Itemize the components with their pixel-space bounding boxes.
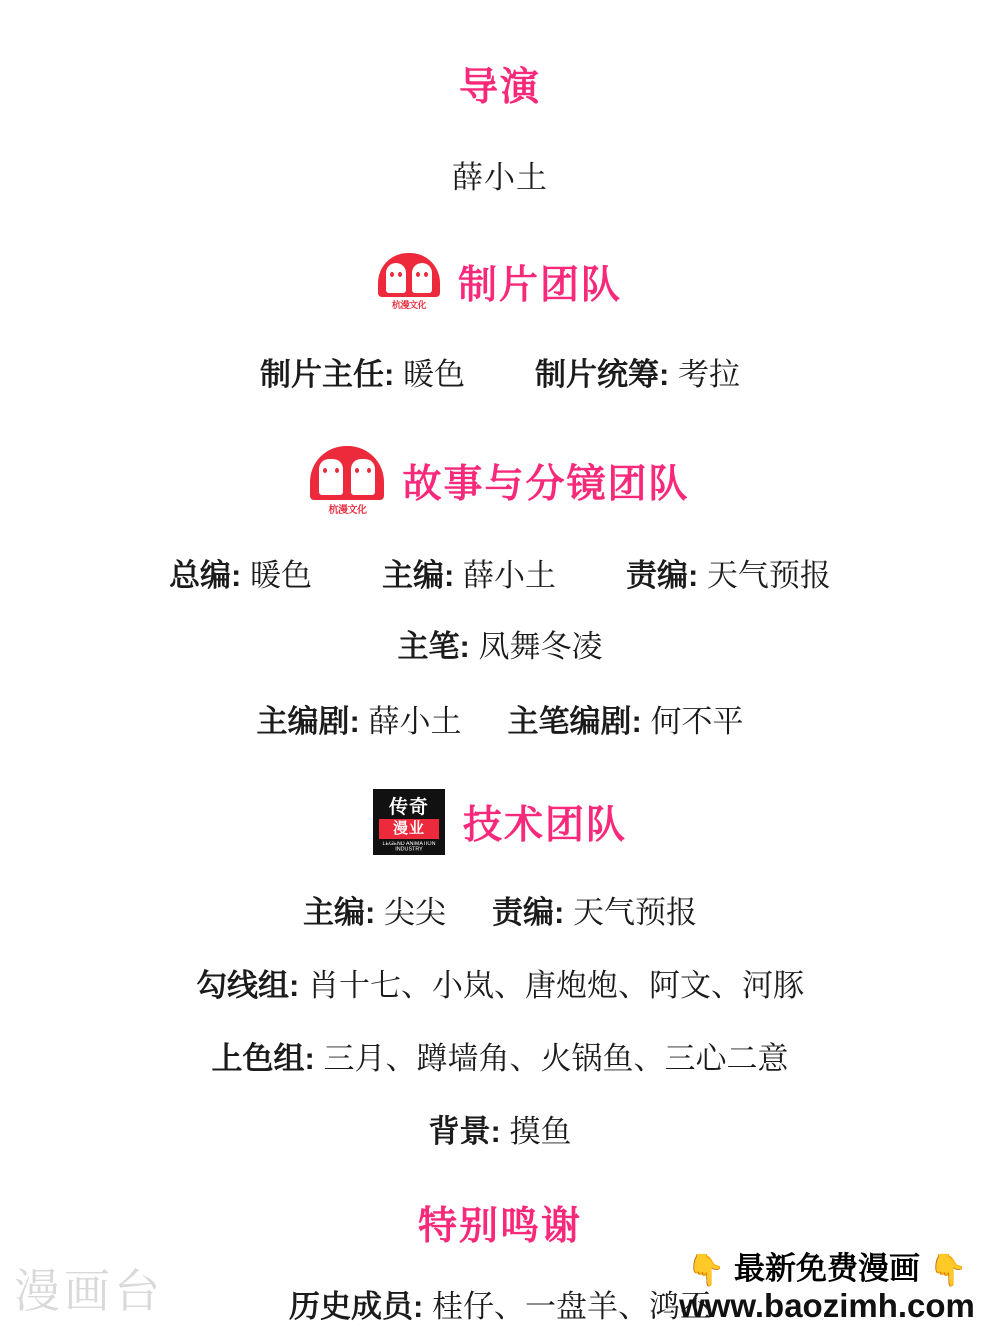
section-title-special-thanks: 特别鸣谢	[417, 1205, 582, 1248]
credit-head-screenwriter: 主编剧: 薛小土	[256, 704, 462, 739]
technical-team-row-3	[0, 1033, 1000, 1078]
technical-team-row-1	[0, 887, 1000, 932]
credit-lineart-group: 勾线组: 肖十七、小岚、唐炮炮、阿文、河豚	[196, 968, 804, 1003]
watermark-left: 漫画台	[14, 1264, 164, 1318]
production-team-row-1	[0, 349, 1000, 394]
story-team-row-3	[0, 696, 1000, 741]
credit-production-coordinator: 制片统筹: 考拉	[535, 357, 740, 392]
credit-tech-editor: 主编: 尖尖	[303, 895, 446, 930]
credit-chief-editor: 总编: 暖色	[169, 558, 313, 593]
section-production-team	[0, 253, 1000, 394]
story-team-row-1	[0, 550, 1000, 595]
section-title-technical-team: 技术团队	[462, 804, 627, 847]
chuanqi-logo-top: 传奇	[388, 797, 429, 818]
section-title-story-storyboard-team: 故事与分镜团队	[402, 463, 690, 506]
section-title-director: 导演	[458, 66, 541, 109]
section-header-story-storyboard-team	[0, 446, 1000, 516]
technical-team-row-2	[0, 960, 1000, 1005]
chuanqi-logo-sub: LEGEND ANIMATION INDUSTRY	[382, 841, 436, 853]
hanman-logo-caption: 杭漫文化	[310, 501, 384, 516]
section-header-production-team	[0, 253, 1000, 311]
credit-responsible-editor: 责编: 天气预报	[625, 558, 831, 593]
hanman-logo-caption: 杭漫文化	[378, 298, 440, 311]
credit-tech-responsible-editor: 责编: 天气预报	[492, 895, 697, 930]
watermark-right-line2: www.baozimh.com	[679, 1287, 975, 1325]
credit-lead-screenwriter: 主笔编剧: 何不平	[507, 704, 744, 739]
pointing-hand-right-icon: 👇	[928, 1252, 968, 1288]
hanman-logo-icon	[378, 253, 440, 311]
story-team-row-2	[0, 621, 1000, 666]
section-header-technical-team	[0, 789, 1000, 855]
credit-editor: 主编: 薛小土	[382, 558, 556, 593]
credit-historical-members: 历史成员: 桂仔、一盘羊、鸿丕	[289, 1289, 711, 1324]
watermark-right-line1: 👇 最新免费漫画 👇	[686, 1250, 968, 1288]
credit-lead-writer: 主笔: 凤舞冬凌	[397, 629, 603, 664]
watermark-right	[662, 1252, 992, 1325]
section-technical-team	[0, 789, 1000, 1151]
chuanqi-logo-band: 漫业	[379, 819, 439, 839]
section-director	[0, 56, 1000, 197]
section-story-storyboard-team	[0, 446, 1000, 741]
section-title-production-team: 制片团队	[457, 264, 622, 307]
pointing-hand-left-icon: 👇	[686, 1252, 726, 1288]
technical-team-row-4	[0, 1106, 1000, 1151]
credit-production-director: 制片主任: 暖色	[260, 357, 465, 392]
credit-coloring-group: 上色组: 三月、蹲墙角、火锅鱼、三心二意	[211, 1041, 789, 1076]
chuanqi-manye-logo-icon	[373, 789, 445, 855]
credit-background: 背景: 摸鱼	[428, 1114, 572, 1149]
hanman-logo-icon	[310, 446, 384, 516]
director-name: 薛小土	[452, 160, 548, 195]
